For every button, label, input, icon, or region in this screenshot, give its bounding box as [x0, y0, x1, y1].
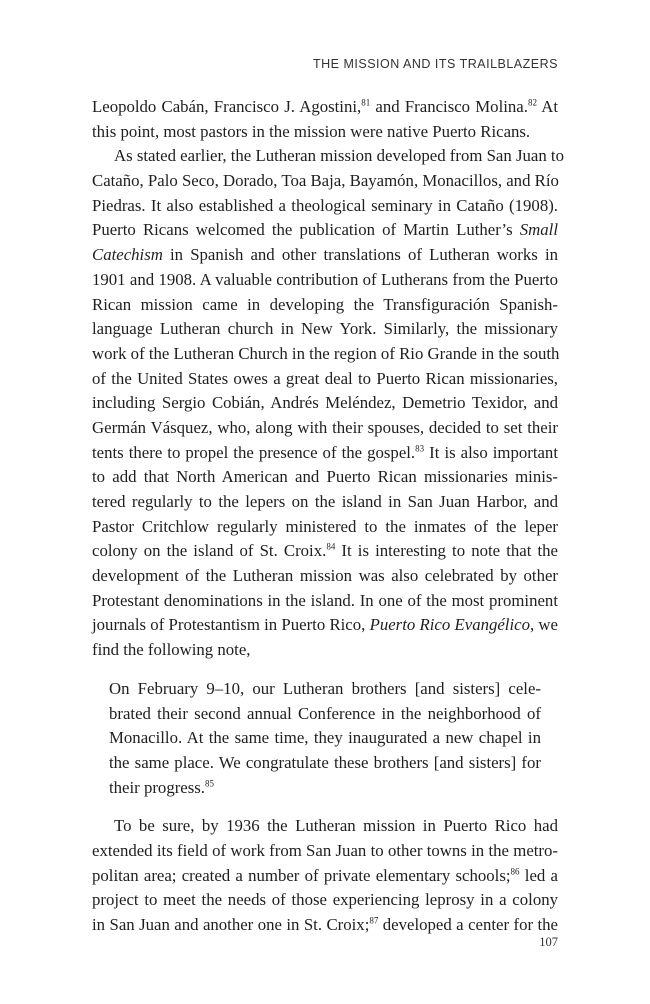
text-run: project to meet the needs of those experiencing leprosy in a colony	[92, 890, 558, 910]
text-run: Cataño, Palo Seco, Dorado, Toa Baja, Bayamón, Monacillos, and Río	[92, 171, 559, 191]
text-line	[92, 441, 558, 466]
text-line	[92, 864, 558, 889]
text-run: It is interesting to note that the	[335, 541, 558, 561]
text-line	[92, 391, 558, 416]
text-line	[92, 194, 558, 219]
text-run: Leopoldo Cabán, Francisco J. Agostini,	[92, 97, 362, 116]
text-run: Puerto Ricans welcomed the publication of Martin Luther’s	[92, 220, 520, 240]
text-run: find the following note,	[92, 640, 251, 660]
text-run: development of the Lutheran mission was also celebrated by other	[92, 566, 558, 586]
body-text	[92, 95, 564, 938]
text-run: in San Juan and another one in St. Croix;	[92, 915, 370, 934]
text-line	[92, 564, 558, 589]
text-line	[92, 243, 558, 268]
text-run: work of the Lutheran Church in the region of Rio Grande in the south	[92, 343, 560, 363]
block-quote-line	[109, 677, 541, 702]
text-run: To be sure, by 1936 the Lutheran mission in Puerto Rico had	[114, 816, 558, 836]
text-run: language Lutheran church in New York. Similarly, the missionary	[92, 319, 558, 339]
text-line	[92, 539, 558, 564]
text-line	[92, 367, 558, 392]
text-run: , we	[529, 615, 558, 635]
text-run: Protestant denominations in the island. In one of the most prominent	[92, 590, 558, 610]
text-run: their progress.	[109, 777, 206, 797]
footnote-ref: 81	[361, 97, 371, 108]
paragraph-gap	[92, 663, 558, 677]
block-quote-line	[109, 726, 541, 751]
text-line	[92, 120, 558, 145]
text-line	[92, 268, 558, 293]
text-run: As stated earlier, the Lutheran mission developed from San Juan to	[114, 146, 564, 166]
text-line	[92, 839, 558, 864]
footnote-ref: 87	[369, 915, 379, 926]
text-run: 1901 and 1908. A valuable contribution of Lutherans from the Puerto	[92, 269, 558, 289]
text-line	[92, 218, 558, 243]
text-line	[92, 317, 558, 342]
block-quote-line	[109, 751, 541, 776]
italic-title: Catechism	[92, 245, 163, 265]
page-number: 107	[539, 935, 558, 949]
text-run: At	[536, 97, 558, 116]
text-run: tered regularly to the lepers on the island in San Juan Harbor, and	[92, 492, 558, 511]
text-run: journals of Protestantism in Puerto Rico,	[92, 615, 370, 635]
text-run: politan area; created a number of private elementary schools;	[92, 865, 511, 885]
footnote-ref: 83	[415, 443, 425, 454]
text-line	[92, 144, 564, 169]
text-line	[92, 465, 558, 490]
footnote-ref: 85	[205, 777, 215, 788]
text-line	[92, 638, 558, 663]
text-line	[92, 814, 558, 839]
text-line	[92, 515, 558, 540]
italic-title: Small	[519, 220, 558, 240]
running-head: THE MISSION AND ITS TRAILBLAZERS	[313, 57, 558, 71]
text-run: led a	[519, 865, 558, 885]
text-run: including Sergio Cobián, Andrés Meléndez, Demetrio Texidor, and	[92, 393, 558, 413]
footnote-ref: 86	[510, 866, 520, 877]
text-run: Monacillo. At the same time, they inaugurated a new chapel in	[109, 728, 541, 748]
text-line	[92, 589, 558, 614]
text-line	[92, 342, 558, 367]
text-run: and Francisco Molina.	[370, 97, 528, 116]
block-quote-line	[109, 776, 541, 801]
text-run: Rican mission came in developing the Transfiguración Spanish-	[92, 294, 558, 314]
text-run: of the United States owes a great deal to Puerto Rican missionaries,	[92, 368, 558, 388]
text-run: colony on the island of St. Croix.	[92, 541, 327, 561]
footnote-ref: 84	[326, 541, 336, 552]
footnote-ref: 82	[527, 97, 537, 108]
text-line	[92, 416, 558, 441]
text-run: to add that North American and Puerto Rican missionaries minis-	[92, 467, 558, 487]
text-run: brated their second annual Conference in the neighborhood of	[109, 703, 541, 723]
text-run: Pastor Critchlow regularly ministered to the inmates of the leper	[92, 516, 558, 536]
block-quote-line	[109, 702, 541, 727]
text-run: extended its field of work from San Juan to other towns in the metro-	[92, 840, 558, 860]
text-run: Piedras. It also established a theological seminary in Cataño (1908).	[92, 195, 558, 215]
text-run: the same place. We congratulate these brothers [and sisters] for	[109, 752, 541, 772]
text-run: tents there to propel the presence of the gospel.	[92, 442, 416, 462]
text-run: Germán Vásquez, who, along with their spouses, decided to set their	[92, 417, 558, 437]
text-line	[92, 913, 558, 938]
text-run: this point, most pastors in the mission were native Puerto Ricans.	[92, 121, 531, 141]
text-run: On February 9–10, our Lutheran brothers [and sisters] cele-	[109, 678, 541, 698]
text-run: developed a center for the	[378, 915, 558, 934]
text-run: in Spanish and other translations of Lutheran works in	[162, 245, 558, 265]
paragraph-gap	[92, 800, 558, 814]
text-line	[92, 293, 558, 318]
text-run: It is also important	[424, 442, 558, 462]
italic-title: Puerto Rico Evangélico	[369, 615, 530, 635]
text-line	[92, 169, 558, 194]
text-line	[92, 888, 558, 913]
text-line	[92, 95, 558, 120]
text-line	[92, 613, 558, 638]
text-line	[92, 490, 558, 515]
